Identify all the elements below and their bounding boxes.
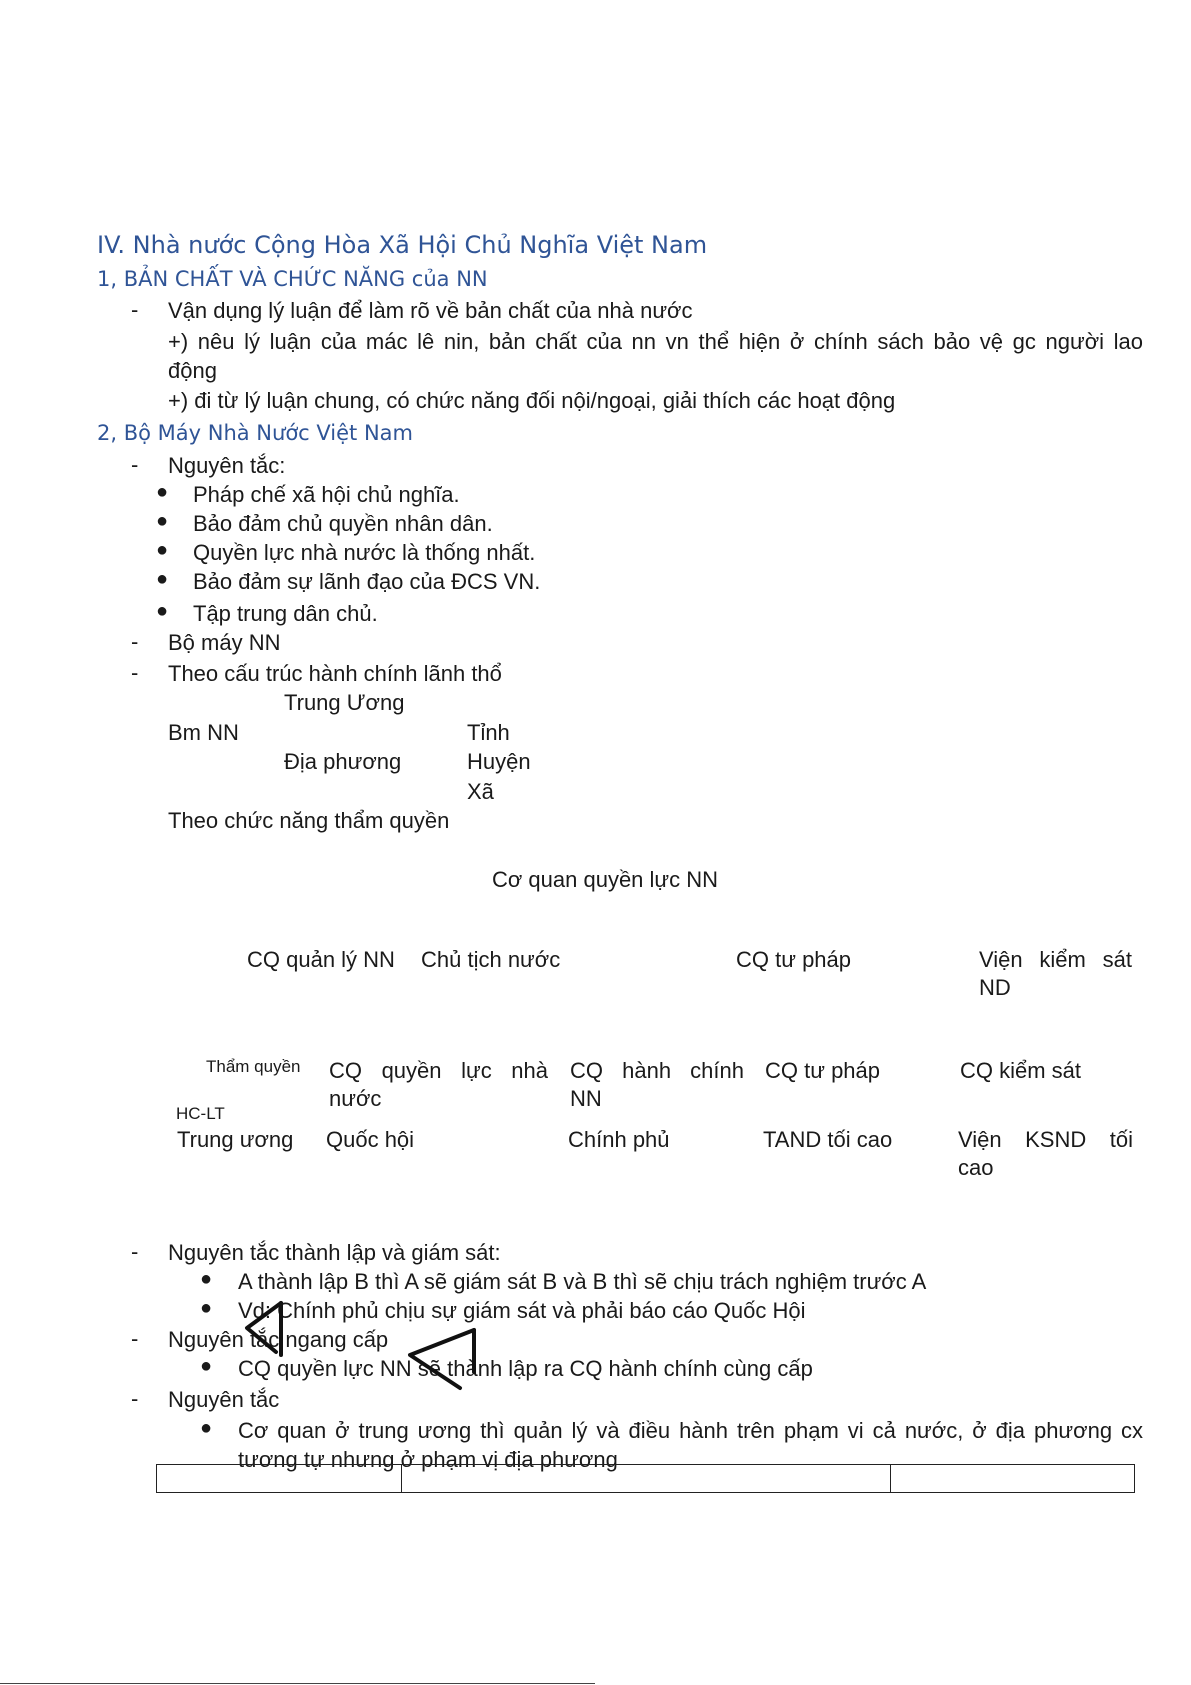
- last-item: Cơ quan ở trung ương thì quản lý và điều hành trên phạm vi cả nước, ở địa phương cx: [238, 1418, 1143, 1443]
- bullet-marker: ●: [156, 481, 169, 503]
- bullet-marker: ●: [156, 568, 169, 590]
- scribble-arrow-right: [410, 1330, 474, 1388]
- principle-item: Pháp chế xã hội chủ nghĩa.: [193, 482, 460, 507]
- apparatus-label: Bộ máy NN: [168, 630, 281, 655]
- section1-sub2: +) đi từ lý luận chung, có chức năng đối nội/ngoại, giải thích các hoạt động: [168, 388, 896, 413]
- table-header: CQ hành chính NN: [570, 1058, 744, 1111]
- tree-province: Tỉnh: [467, 720, 510, 745]
- function-label: Theo chức năng thẩm quyền: [168, 808, 450, 833]
- page-title: IV. Nhà nước Cộng Hòa Xã Hội Chủ Nghĩa Việt Nam: [97, 231, 708, 259]
- dash-marker: -: [131, 452, 139, 477]
- power-org: Cơ quan quyền lực NN: [492, 867, 719, 892]
- table-row-label: Trung ương: [177, 1127, 294, 1152]
- territorial-label: Theo cấu trúc hành chính lãnh thổ: [168, 661, 502, 686]
- branch-management: CQ quản lý NN: [247, 947, 395, 972]
- formation-item: A thành lập B thì A sẽ giám sát B và B thì sẽ chịu trách nghiệm trước A: [238, 1269, 927, 1294]
- section1-sub1-cont: động: [168, 358, 217, 383]
- table-header: CQ quyền lực nhà nước: [329, 1058, 548, 1111]
- formation-item: Vd: Chính phủ chịu sự giám sát và phải báo cáo Quốc Hội: [238, 1298, 806, 1323]
- table-cell: Viện KSND tối cao: [958, 1127, 1133, 1180]
- bullet-marker: ●: [156, 539, 169, 561]
- table-corner-top: Thẩm quyền: [206, 1057, 301, 1076]
- section1-heading: 1, BẢN CHẤT VÀ CHỨC NĂNG của NN: [97, 267, 488, 291]
- footer-rule: [0, 1683, 595, 1684]
- dash-marker: -: [131, 1239, 139, 1264]
- branch-procuracy: Viện kiểm sát ND: [979, 947, 1132, 1000]
- bullet-marker: ●: [200, 1297, 213, 1319]
- table-header: CQ tư pháp: [765, 1058, 881, 1083]
- branch-president: Chủ tịch nước: [421, 947, 561, 972]
- bullet-marker: ●: [156, 600, 169, 622]
- tree-district: Huyện: [467, 749, 531, 774]
- branch-judicial: CQ tư pháp: [736, 947, 852, 972]
- last-label: Nguyên tắc: [168, 1387, 280, 1412]
- table-cell: Quốc hội: [326, 1127, 415, 1152]
- last-item-cont: tương tự nhưng ở phạm vị địa phương: [238, 1447, 618, 1472]
- tree-central: Trung Ương: [284, 690, 405, 715]
- table-corner-bottom: HC-LT: [176, 1104, 225, 1123]
- dash-marker: -: [131, 1326, 139, 1351]
- peer-label: Nguyên tắc ngang cấp: [168, 1327, 389, 1352]
- tree-commune: Xã: [467, 779, 494, 804]
- principle-item: Tập trung dân chủ.: [193, 601, 378, 626]
- scribble-arrow-left: [247, 1303, 281, 1352]
- tree-root: Bm NN: [168, 720, 239, 745]
- dash-marker: -: [131, 660, 139, 685]
- bullet-marker: ●: [200, 1417, 213, 1439]
- section1-sub1: +) nêu lý luận của mác lê nin, bản chất của nn vn thể hiện ở chính sách bảo vệ gc người lao: [168, 329, 1143, 354]
- principle-item: Bảo đảm sự lãnh đạo của ĐCS VN.: [193, 569, 541, 594]
- formation-label: Nguyên tắc thành lập và giám sát:: [168, 1240, 501, 1265]
- table-cell: TAND tối cao: [763, 1127, 893, 1152]
- tree-local: Địa phương: [284, 749, 402, 774]
- peer-item: CQ quyền lực NN sẽ thành lập ra CQ hành chính cùng cấp: [238, 1356, 813, 1381]
- section1-item: Vận dụng lý luận để làm rõ về bản chất của nhà nước: [168, 298, 693, 323]
- principle-item: Quyền lực nhà nước là thống nhất.: [193, 540, 536, 565]
- dash-marker: -: [131, 297, 139, 322]
- principles-label: Nguyên tắc:: [168, 453, 286, 478]
- bullet-marker: ●: [156, 510, 169, 532]
- bullet-marker: ●: [200, 1268, 213, 1290]
- table-cell: Chính phủ: [568, 1127, 670, 1152]
- bullet-marker: ●: [200, 1355, 213, 1377]
- table-header: CQ kiểm sát: [960, 1058, 1082, 1083]
- principle-item: Bảo đảm chủ quyền nhân dân.: [193, 511, 493, 536]
- dash-marker: -: [131, 1386, 139, 1411]
- dash-marker: -: [131, 629, 139, 654]
- section2-heading: 2, Bộ Máy Nhà Nước Việt Nam: [97, 421, 413, 445]
